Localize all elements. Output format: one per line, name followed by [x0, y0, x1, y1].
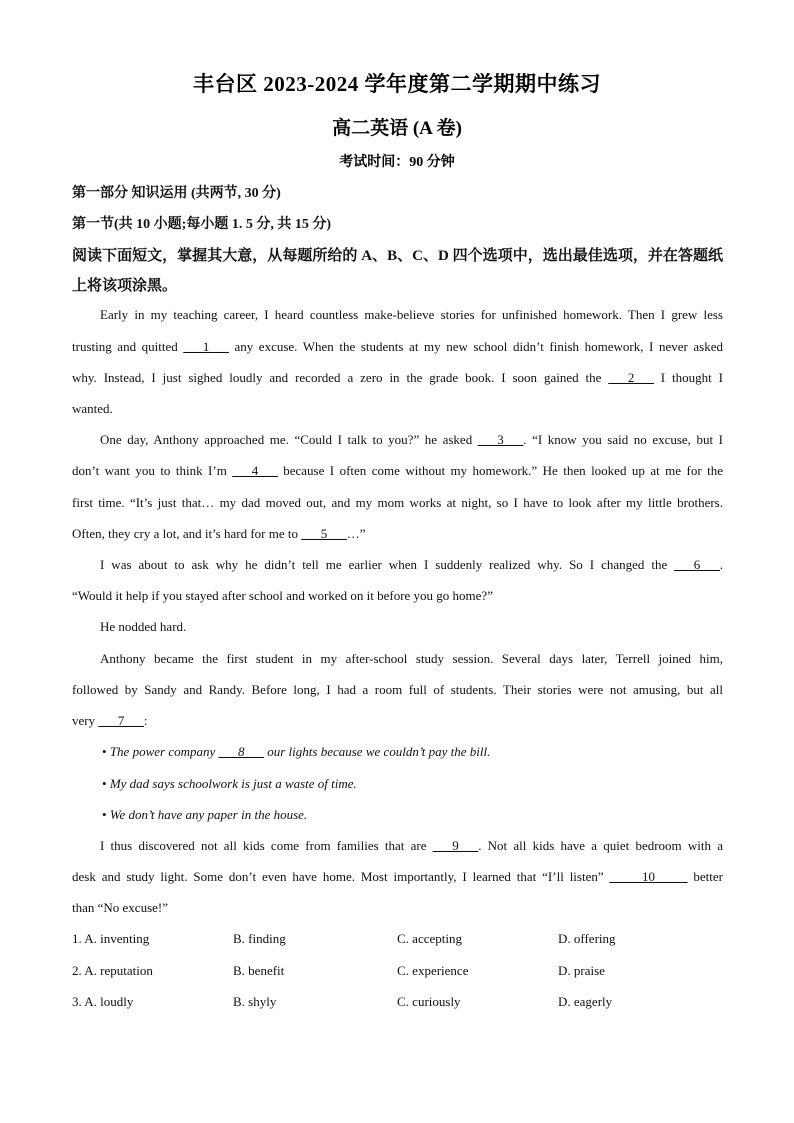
passage-text: The power company — [109, 744, 219, 759]
passage-line — [72, 526, 723, 542]
passage-line — [72, 869, 723, 885]
blank-8: ___8___ — [218, 744, 264, 759]
option-c: C. curiously — [397, 994, 461, 1009]
option-a: 2. A. reputation — [72, 963, 153, 978]
passage-text: any excuse. When the students at my new school didn’t finish homework, I never asked — [228, 339, 723, 354]
option-b: B. shyly — [233, 994, 277, 1009]
passage-text: trusting and quitted — [72, 339, 184, 354]
passage-text: I thus discovered not all kids come from families that are — [100, 838, 433, 853]
option-c: C. accepting — [397, 931, 462, 946]
blank-7: ___7___ — [98, 713, 144, 728]
bullet-dot: • — [102, 744, 107, 759]
option-b: B. finding — [233, 931, 286, 946]
passage-text: I thought I — [653, 370, 723, 385]
blank-3: ___3___ — [477, 432, 524, 447]
passage-line: followed by Sandy and Randy. Before long, I had a room full of students. Their stories were not amusing, but all — [72, 682, 723, 697]
passage-text: better — [687, 869, 723, 884]
option-c: C. experience — [397, 963, 469, 978]
passage-line: Anthony became the first student in my after-school study session. Several days later, Terrell joined him, — [100, 651, 723, 666]
instruction-text: 阅读下面短文，掌握其大意，从每题所给的 A、B、C、D 四个选项中，选出最佳选项，并在答题纸上将该项涂黑。 — [72, 248, 723, 294]
passage-text: . “I know you said no excuse, but I — [523, 432, 723, 447]
passage-line — [72, 339, 723, 355]
option-a: 3. A. loudly — [72, 994, 134, 1009]
passage-text: Often, they cry a lot, and it’s hard for me to — [72, 526, 302, 541]
exam-title: 丰台区 2023-2024 学年度第二学期期中练习 — [193, 72, 601, 96]
bullet-dot: • — [102, 807, 107, 822]
blank-4: ___4___ — [232, 463, 278, 478]
part-heading: 第一部分 知识运用 (共两节, 30 分) — [72, 186, 281, 201]
blank-6: ___6___ — [674, 557, 720, 572]
passage-line — [72, 370, 723, 386]
blank-9: ___9___ — [432, 838, 479, 853]
passage-text: very — [72, 713, 99, 728]
passage-text: our lights because we couldn’t pay the bill. — [264, 744, 491, 759]
option-b: B. benefit — [233, 963, 285, 978]
passage-line — [72, 713, 723, 729]
passage-text: why. Instead, I just sighed loudly and recorded a zero in the grade book. I soon gained the — [72, 370, 609, 385]
option-d: D. praise — [558, 963, 605, 978]
blank-1: ___1___ — [183, 339, 229, 354]
passage-text: : — [143, 713, 148, 728]
passage-line: first time. “It’s just that… my dad moved out, and my mom works at night, so I have to look after my little brothers. — [72, 495, 723, 510]
bullet-item — [102, 807, 753, 823]
passage-text: don’t want you to think I’m — [72, 463, 233, 478]
passage-text: . Not all kids have a quiet bedroom with a — [478, 838, 723, 853]
passage-text: because I often come without my homework.” He then looked up at me for the — [277, 463, 723, 478]
passage-text: …” — [346, 526, 366, 541]
passage-line: “Would it help if you stayed after school and worked on it before you go home?” — [72, 588, 493, 603]
passage-text: We don’t have any paper in the house. — [109, 807, 308, 822]
passage-text: My dad says schoolwork is just a waste of time. — [109, 776, 357, 791]
blank-5: ___5___ — [301, 526, 347, 541]
passage-line — [100, 557, 723, 573]
exam-subtitle: 高二英语 (A 卷) — [332, 118, 462, 139]
bullet-item — [102, 744, 753, 760]
option-d: D. offering — [558, 931, 616, 946]
passage-line — [72, 463, 723, 479]
passage-line: Early in my teaching career, I heard countless make-believe stories for unfinished homework. Then I grew less — [100, 307, 723, 322]
passage-text: desk and study light. Some don’t even have home. Most importantly, I learned that “I’ll listen” — [72, 869, 610, 884]
passage-line — [100, 432, 723, 448]
passage-line: He nodded hard. — [100, 619, 187, 634]
passage-line: than “No excuse!” — [72, 900, 169, 915]
passage-text: . — [719, 557, 723, 572]
bullet-dot: • — [102, 776, 107, 791]
blank-2: ___2___ — [608, 370, 654, 385]
blank-10: _____10_____ — [609, 869, 688, 884]
passage-text: I was about to ask why he didn’t tell me earlier when I suddenly realized why. So I changed the — [100, 557, 675, 572]
passage-text: One day, Anthony approached me. “Could I talk to you?” he asked — [100, 432, 478, 447]
bullet-item — [102, 776, 753, 792]
passage-line — [100, 838, 723, 854]
exam-time: 考试时间：90 分钟 — [339, 155, 455, 170]
passage-line: wanted. — [72, 401, 113, 416]
option-d: D. eagerly — [558, 994, 613, 1009]
option-a: 1. A. inventing — [72, 931, 150, 946]
section-heading: 第一节(共 10 小题;每小题 1. 5 分, 共 15 分) — [72, 217, 331, 232]
